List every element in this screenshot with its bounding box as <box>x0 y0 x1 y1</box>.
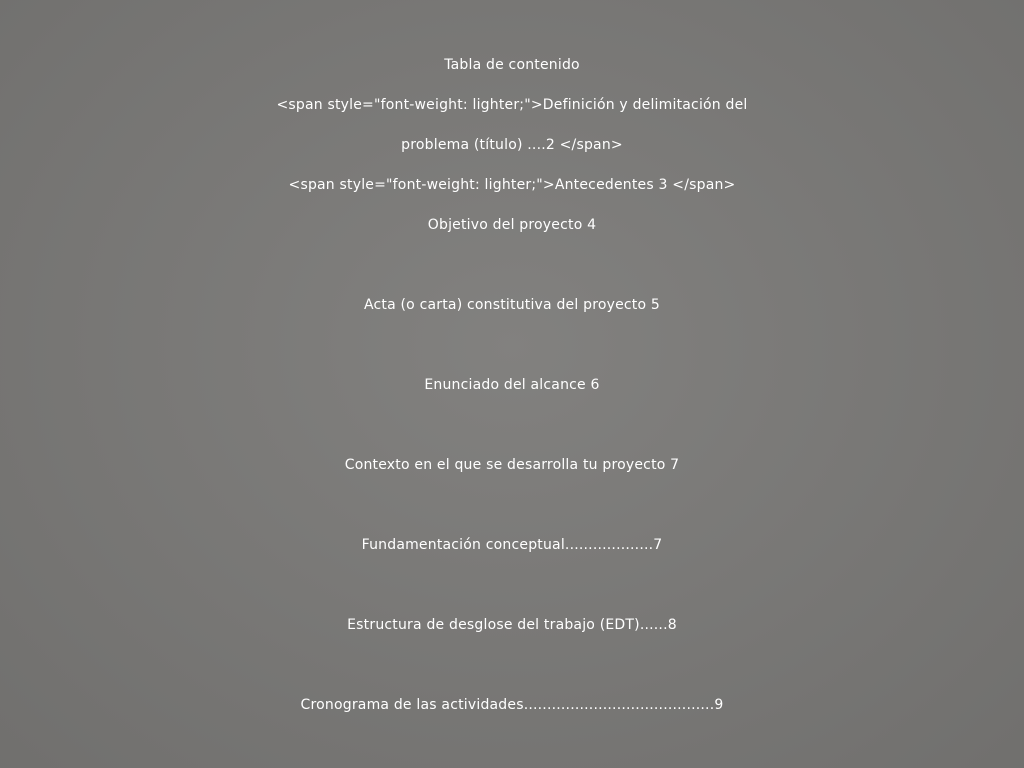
toc-line-contexto: Contexto en el que se desarrolla tu proyecto 7 <box>344 457 680 473</box>
toc-line-definicion: <span style="font-weight: lighter;">Definición y delimitación del <box>276 97 748 113</box>
toc-line-objetivo: Objetivo del proyecto 4 <box>427 217 597 233</box>
toc-line-acta: Acta (o carta) constitutiva del proyecto 5 <box>363 297 661 313</box>
toc-line-problema: problema (título) ....2 </span> <box>401 137 623 153</box>
toc-line-antecedentes: <span style="font-weight: lighter;">Antecedentes 3 </span> <box>288 177 736 193</box>
toc-title: Tabla de contenido <box>444 57 580 73</box>
toc-line-enunciado: Enunciado del alcance 6 <box>424 377 600 393</box>
toc-line-fundamentacion: Fundamentación conceptual...................7 <box>361 537 663 553</box>
toc-line-cronograma: Cronograma de las actividades.........................................9 <box>300 697 724 713</box>
toc-line-edt: Estructura de desglose del trabajo (EDT)......8 <box>347 617 677 633</box>
